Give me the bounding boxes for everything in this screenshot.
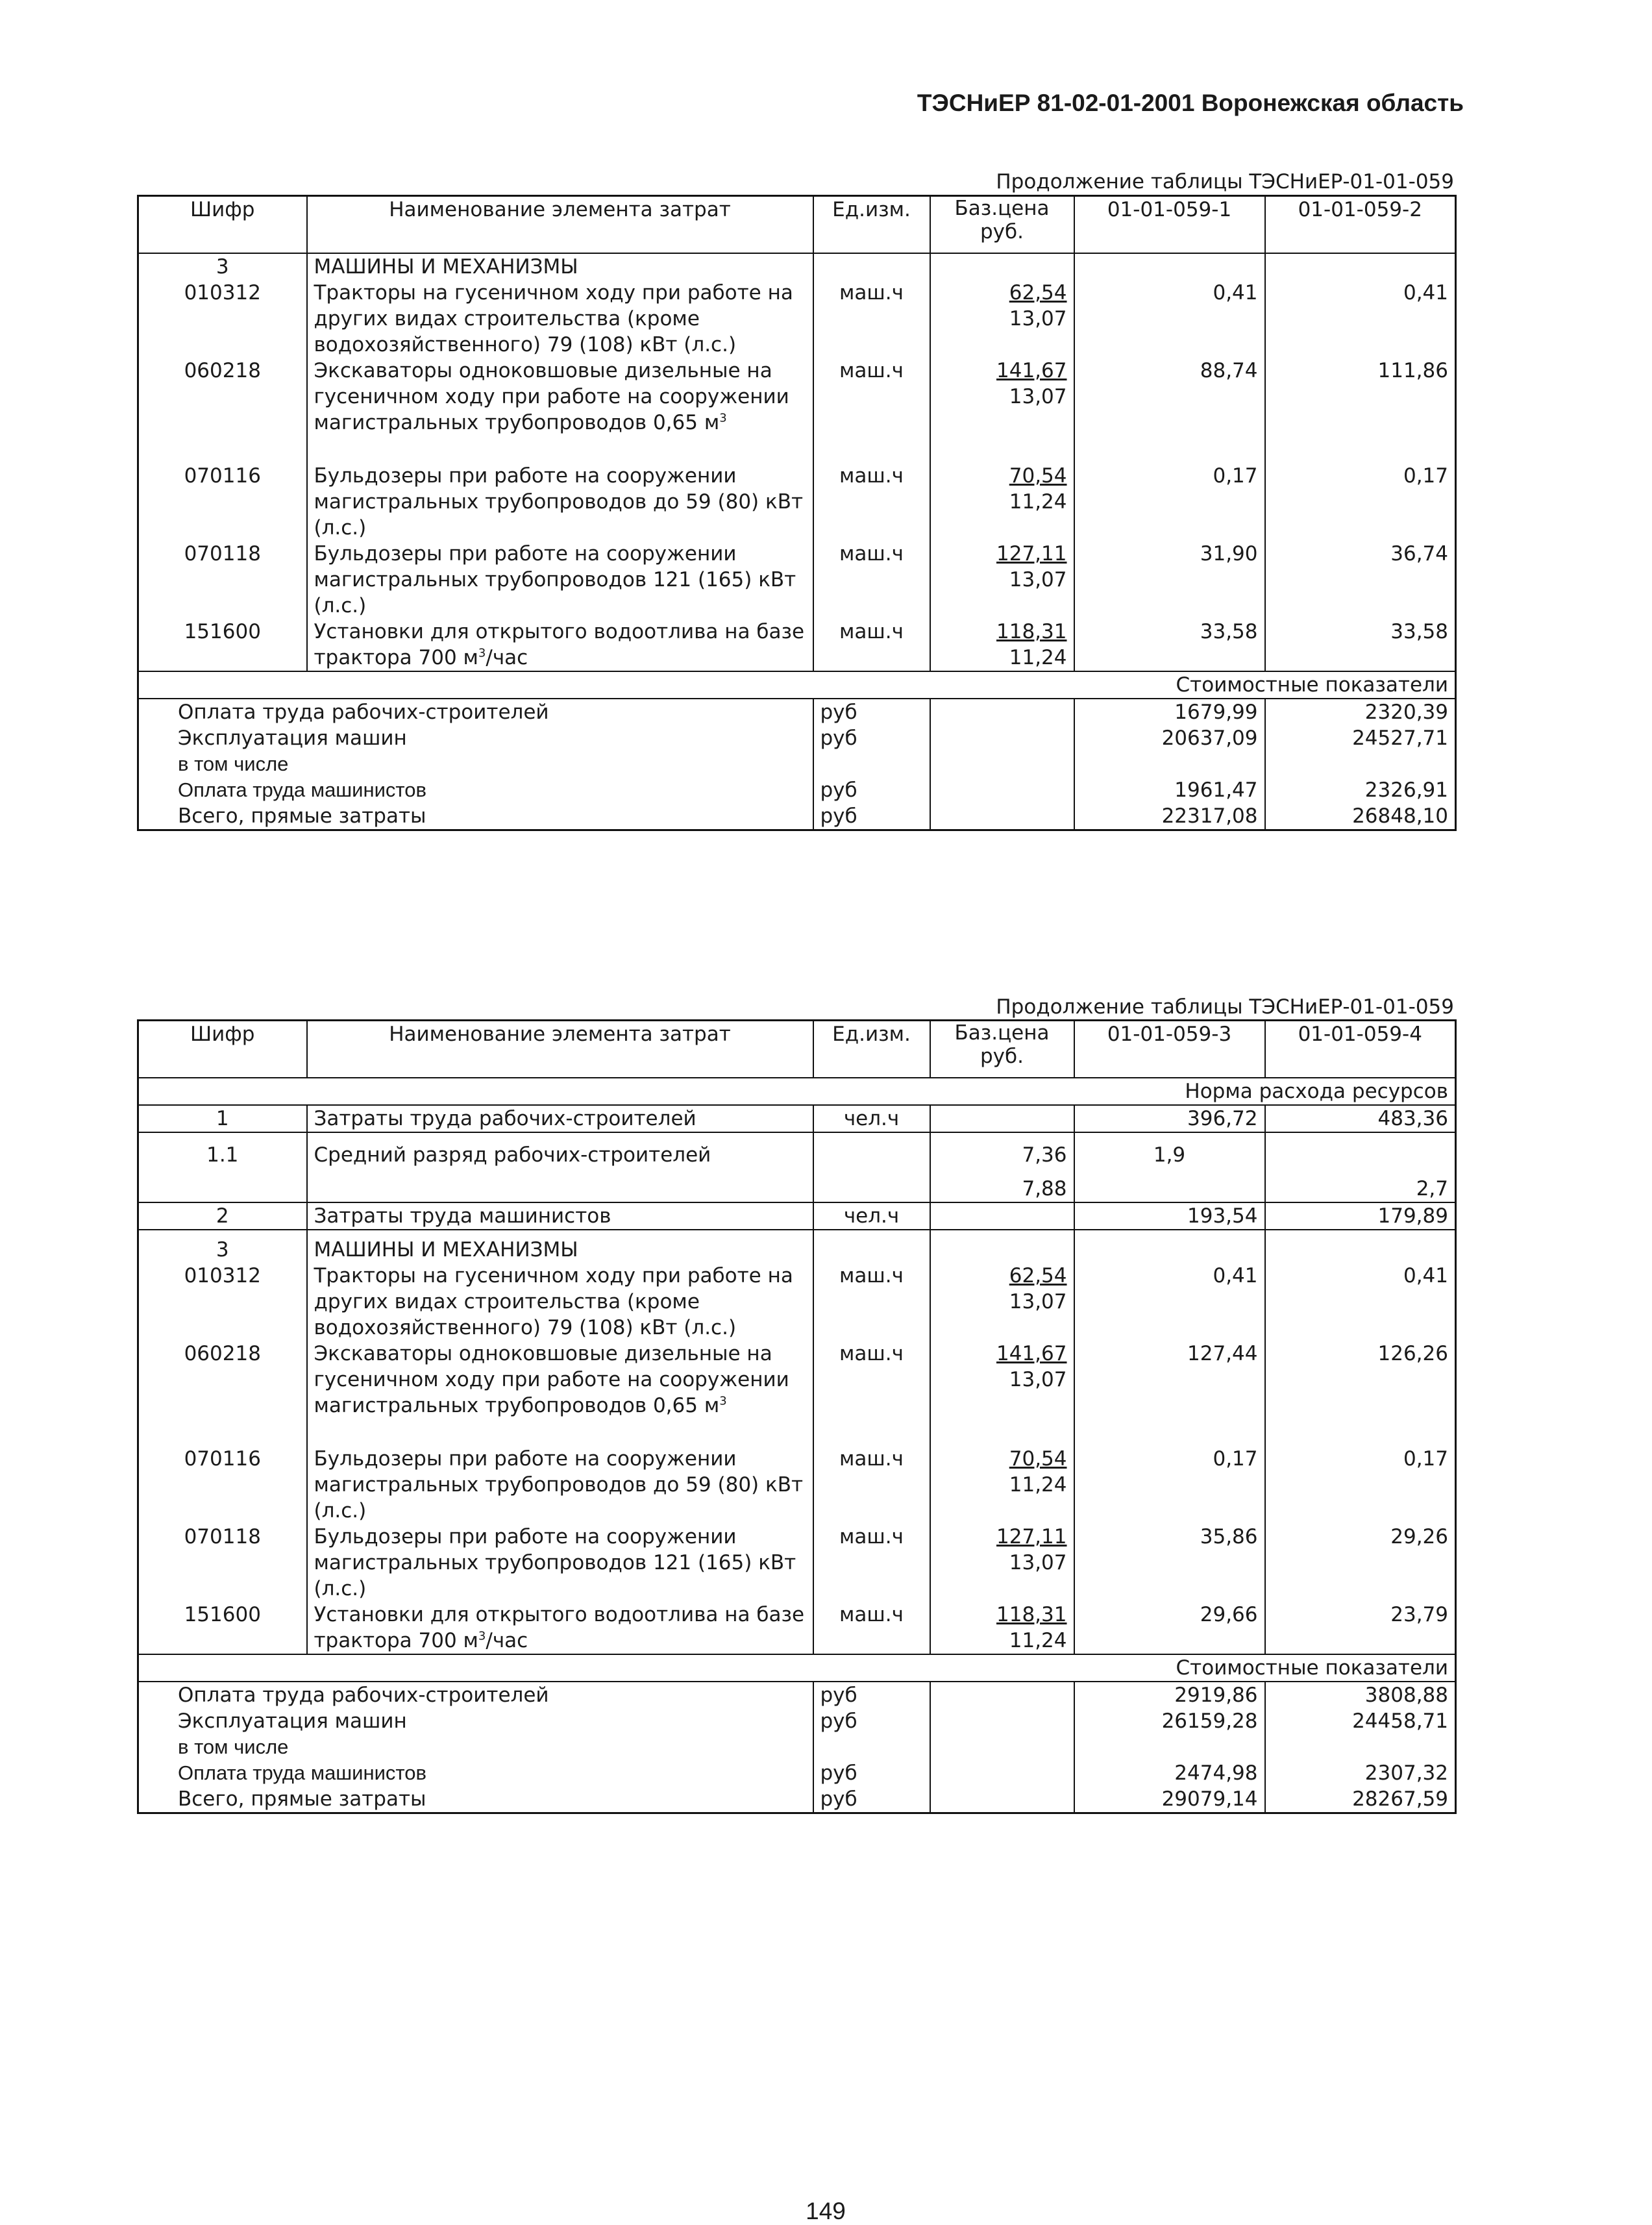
resource-unit: маш.ч xyxy=(813,1524,930,1602)
resource-name-tail: /час xyxy=(486,646,528,669)
summary-row-machines xyxy=(138,1708,1456,1734)
col-header-name: Наименование элемента затрат xyxy=(307,1021,813,1078)
section-code: 3 xyxy=(216,1238,229,1262)
summary-unit: руб xyxy=(813,1760,930,1786)
resource-code: 010312 xyxy=(184,281,261,305)
price-header-line1: Баз.цена xyxy=(954,1021,1050,1045)
summary-v1: 22317,08 xyxy=(1074,803,1265,830)
resource-name: Экскаваторы одноковшовые дизельные на гусеничном ходу при работе на сооружении магистральных трубопроводов 0,65 $м^3$ xyxy=(307,358,813,436)
resource-name-text: Установки для открытого водоотлива на базе трактора 700 м xyxy=(314,620,805,669)
table2-caption: Продолжение таблицы ТЭСНиЕР-01-01-059 xyxy=(996,995,1454,1019)
col-header-variant-3: 01-01-059-3 xyxy=(1074,1021,1265,1078)
summary-label: в том числе xyxy=(178,752,289,775)
col-header-unit: Ед.изм. xyxy=(813,196,930,254)
resource-unit: маш.ч xyxy=(813,1341,930,1419)
resource-v2: 29,26 xyxy=(1265,1524,1456,1602)
resource-v1: 0,41 xyxy=(1074,280,1265,358)
resource-v1: 0,41 xyxy=(1074,1263,1265,1341)
resource-code: 151600 xyxy=(184,1603,261,1626)
table-header-row xyxy=(138,196,1456,254)
table-row xyxy=(138,463,1456,541)
price-value-2: 11,24 xyxy=(1009,1629,1067,1652)
resource-name-text: Экскаваторы одноковшовые дизельные на гусеничном ходу при работе на сооружении магистральных трубопроводов 0,65 м xyxy=(314,359,789,434)
resource-name: Экскаваторы одноковшовые дизельные на гусеничном ходу при работе на сооружении магистральных трубопроводов 0,65 $м^3$ xyxy=(307,1341,813,1419)
resource-code: 060218 xyxy=(184,359,261,382)
summary-row-operators xyxy=(138,1760,1456,1786)
table-row xyxy=(138,280,1456,358)
resource-name: Бульдозеры при работе на сооружении магистральных трубопроводов до 59 (80) кВт (л.с.) xyxy=(307,463,813,541)
estimate-table-2 xyxy=(137,1019,1457,1814)
summary-row-total xyxy=(138,803,1456,830)
price-value: 127,11 xyxy=(996,542,1067,566)
table-row xyxy=(138,1105,1456,1132)
table-row xyxy=(138,1341,1456,1419)
summary-label: Оплата труда машинистов xyxy=(178,778,426,801)
resource-name: Тракторы на гусеничном ходу при работе на других видах строительства (кроме водохозяйственного) 79 (108) кВт (л.с.) xyxy=(307,280,813,358)
table-row xyxy=(138,1132,1456,1168)
resource-unit: маш.ч xyxy=(813,1446,930,1524)
price-value-2: 13,07 xyxy=(1009,568,1067,591)
resource-code: 2 xyxy=(138,1202,307,1230)
price-value-2: 13,07 xyxy=(1009,1551,1067,1574)
summary-row-including xyxy=(138,751,1456,777)
resource-price xyxy=(930,1446,1074,1524)
summary-label: Эксплуатация машин xyxy=(178,1709,407,1733)
price-value: 70,54 xyxy=(1009,464,1067,488)
summary-v1: 20637,09 xyxy=(1074,725,1265,751)
table-row xyxy=(138,619,1456,671)
resource-v2: 33,58 xyxy=(1265,619,1456,671)
summary-v2: 2307,32 xyxy=(1265,1760,1456,1786)
summary-v2: 24527,71 xyxy=(1265,725,1456,751)
summary-unit: руб xyxy=(813,1786,930,1813)
section-title: МАШИНЫ И МЕХАНИЗМЫ xyxy=(307,1230,813,1263)
page-number: 149 xyxy=(806,2198,846,2224)
grade-value-d: 2,7 xyxy=(1265,1168,1456,1202)
summary-row-machines xyxy=(138,725,1456,751)
resource-name: Средний разряд рабочих-строителей xyxy=(307,1132,813,1168)
resource-code: 070116 xyxy=(184,464,261,488)
norm-band-label: Норма расхода ресурсов xyxy=(138,1078,1456,1105)
summary-label: в том числе xyxy=(178,1735,289,1758)
price-value: 62,54 xyxy=(1009,1264,1067,1287)
resource-v2: 126,26 xyxy=(1265,1341,1456,1419)
resource-code: 060218 xyxy=(184,1342,261,1365)
col-header-code: Шифр xyxy=(138,196,307,254)
resource-code: 070118 xyxy=(184,542,261,566)
resource-price xyxy=(930,358,1074,436)
col-header-unit: Ед.изм. xyxy=(813,1021,930,1078)
price-header-line2: руб. xyxy=(980,1045,1024,1068)
resource-v1: 31,90 xyxy=(1074,541,1265,619)
col-header-price xyxy=(930,196,1074,254)
price-header-line1: Баз.цена xyxy=(954,197,1050,220)
table-header-row xyxy=(138,1021,1456,1078)
summary-v2: 24458,71 xyxy=(1265,1708,1456,1734)
price-value: 62,54 xyxy=(1009,281,1067,305)
resource-name: Бульдозеры при работе на сооружении магистральных трубопроводов 121 (165) кВт (л.с.) xyxy=(307,1524,813,1602)
resource-v2: 0,17 xyxy=(1265,463,1456,541)
resource-price xyxy=(930,280,1074,358)
resource-unit: маш.ч xyxy=(813,358,930,436)
summary-label: Эксплуатация машин xyxy=(178,727,407,750)
summary-label: Оплата труда рабочих-строителей xyxy=(178,1684,549,1707)
summary-v1: 1961,47 xyxy=(1074,777,1265,803)
resource-name: Бульдозеры при работе на сооружении магистральных трубопроводов до 59 (80) кВт (л.с.) xyxy=(307,1446,813,1524)
col-header-name: Наименование элемента затрат xyxy=(307,196,813,254)
resource-v2: 36,74 xyxy=(1265,541,1456,619)
resource-v1: 0,17 xyxy=(1074,463,1265,541)
col-header-variant-2: 01-01-059-2 xyxy=(1265,196,1456,254)
resource-price xyxy=(930,1524,1074,1602)
table-row xyxy=(138,1602,1456,1654)
resource-name-text: Установки для открытого водоотлива на базе трактора 700 м xyxy=(314,1603,805,1652)
price-value: 118,31 xyxy=(996,620,1067,643)
cost-band-row xyxy=(138,1654,1456,1682)
resource-price xyxy=(930,1602,1074,1654)
table-row xyxy=(138,541,1456,619)
price-value: 127,11 xyxy=(996,1525,1067,1548)
price-value: 70,54 xyxy=(1009,1447,1067,1471)
resource-unit: маш.ч xyxy=(813,463,930,541)
resource-v2: 23,79 xyxy=(1265,1602,1456,1654)
resource-name: Затраты труда рабочих-строителей xyxy=(307,1105,813,1132)
price-value-2: 11,24 xyxy=(1009,490,1067,514)
col-header-variant-1: 01-01-059-1 xyxy=(1074,196,1265,254)
resource-name: Установки для открытого водоотлива на базе трактора 700 $м^3$/час xyxy=(307,1602,813,1654)
resource-code: 070118 xyxy=(184,1525,261,1548)
resource-v2: 483,36 xyxy=(1265,1105,1456,1132)
table-row xyxy=(138,1446,1456,1524)
table1-caption: Продолжение таблицы ТЭСНиЕР-01-01-059 xyxy=(996,170,1454,193)
resource-code: 070116 xyxy=(184,1447,261,1471)
summary-v1: 26159,28 xyxy=(1074,1708,1265,1734)
price-value-2: 13,07 xyxy=(1009,385,1067,408)
summary-label: Всего, прямые затраты xyxy=(178,1787,426,1811)
resource-unit: чел.ч xyxy=(813,1105,930,1132)
col-header-variant-4: 01-01-059-4 xyxy=(1265,1021,1456,1078)
resource-unit: маш.ч xyxy=(813,1602,930,1654)
resource-code: 1 xyxy=(138,1105,307,1132)
resource-v2: 0,41 xyxy=(1265,1263,1456,1341)
summary-unit: руб xyxy=(813,725,930,751)
summary-label: Оплата труда машинистов xyxy=(178,1761,426,1784)
page-header: ТЭСНиЕР 81-02-01-2001 Воронежская область xyxy=(917,90,1464,116)
summary-v2: 3808,88 xyxy=(1265,1682,1456,1708)
price-header-line2: руб. xyxy=(980,220,1024,243)
summary-unit: руб xyxy=(813,699,930,725)
summary-unit: руб xyxy=(813,1682,930,1708)
summary-v1: 1679,99 xyxy=(1074,699,1265,725)
price-value: 141,67 xyxy=(996,1342,1067,1365)
resource-price xyxy=(930,541,1074,619)
price-value-2: 13,07 xyxy=(1009,1290,1067,1313)
resource-v1: 396,72 xyxy=(1074,1105,1265,1132)
resource-unit: маш.ч xyxy=(813,280,930,358)
resource-name: Тракторы на гусеничном ходу при работе на других видах строительства (кроме водохозяйственного) 79 (108) кВт (л.с.) xyxy=(307,1263,813,1341)
resource-v1: 88,74 xyxy=(1074,358,1265,436)
section-row xyxy=(138,253,1456,280)
price-value: 118,31 xyxy=(996,1603,1067,1626)
resource-price xyxy=(930,463,1074,541)
estimate-table-1 xyxy=(137,195,1457,831)
cost-band-row xyxy=(138,671,1456,699)
section-code: 3 xyxy=(216,255,229,279)
resource-unit: маш.ч xyxy=(813,1263,930,1341)
resource-v1: 193,54 xyxy=(1074,1202,1265,1230)
resource-price xyxy=(930,1263,1074,1341)
resource-v1: 35,86 xyxy=(1074,1524,1265,1602)
summary-row-operators xyxy=(138,777,1456,803)
resource-name: Бульдозеры при работе на сооружении магистральных трубопроводов 121 (165) кВт (л.с.) xyxy=(307,541,813,619)
price-value-2: 11,24 xyxy=(1009,646,1067,669)
table-row xyxy=(138,358,1456,436)
table-row xyxy=(138,1263,1456,1341)
resource-unit: маш.ч xyxy=(813,619,930,671)
resource-name-text: Экскаваторы одноковшовые дизельные на гусеничном ходу при работе на сооружении магистральных трубопроводов 0,65 м xyxy=(314,1342,789,1417)
price-value-2: 11,24 xyxy=(1009,1473,1067,1497)
grade-value-a: 7,36 xyxy=(930,1132,1074,1168)
resource-code: 010312 xyxy=(184,1264,261,1287)
summary-row-total xyxy=(138,1786,1456,1813)
summary-v2: 26848,10 xyxy=(1265,803,1456,830)
summary-v2: 2326,91 xyxy=(1265,777,1456,803)
resource-price xyxy=(930,619,1074,671)
col-header-price xyxy=(930,1021,1074,1078)
resource-name: Затраты труда машинистов xyxy=(307,1202,813,1230)
section-row xyxy=(138,1230,1456,1263)
summary-row-including xyxy=(138,1734,1456,1760)
cost-band-label: Стоимостные показатели xyxy=(138,1654,1456,1682)
col-header-code: Шифр xyxy=(138,1021,307,1078)
resource-name-tail: /час xyxy=(486,1629,528,1652)
summary-v1: 29079,14 xyxy=(1074,1786,1265,1813)
resource-unit: чел.ч xyxy=(813,1202,930,1230)
section-title: МАШИНЫ И МЕХАНИЗМЫ xyxy=(307,253,813,280)
summary-unit: руб xyxy=(813,803,930,830)
resource-v1: 127,44 xyxy=(1074,1341,1265,1419)
resource-v2: 0,17 xyxy=(1265,1446,1456,1524)
resource-v1: 0,17 xyxy=(1074,1446,1265,1524)
resource-unit: маш.ч xyxy=(813,541,930,619)
grade-value-b: 1,9 xyxy=(1074,1132,1265,1168)
summary-v2: 2320,39 xyxy=(1265,699,1456,725)
resource-code: 1.1 xyxy=(206,1143,239,1167)
summary-v1: 2919,86 xyxy=(1074,1682,1265,1708)
summary-v1: 2474,98 xyxy=(1074,1760,1265,1786)
price-value: 141,67 xyxy=(996,359,1067,382)
resource-price xyxy=(930,1341,1074,1419)
norm-band-row xyxy=(138,1078,1456,1105)
resource-v1: 29,66 xyxy=(1074,1602,1265,1654)
table-row xyxy=(138,1524,1456,1602)
summary-unit: руб xyxy=(813,1708,930,1734)
resource-v1: 33,58 xyxy=(1074,619,1265,671)
table-row xyxy=(138,1168,1456,1202)
cost-band-label: Стоимостные показатели xyxy=(138,671,1456,699)
summary-row-labor xyxy=(138,699,1456,725)
resource-v2: 0,41 xyxy=(1265,280,1456,358)
summary-v2: 28267,59 xyxy=(1265,1786,1456,1813)
resource-v2: 179,89 xyxy=(1265,1202,1456,1230)
summary-row-labor xyxy=(138,1682,1456,1708)
table-row xyxy=(138,1202,1456,1230)
summary-label: Оплата труда рабочих-строителей xyxy=(178,701,549,724)
grade-value-c: 7,88 xyxy=(930,1168,1074,1202)
resource-v2: 111,86 xyxy=(1265,358,1456,436)
price-value-2: 13,07 xyxy=(1009,1368,1067,1391)
summary-label: Всего, прямые затраты xyxy=(178,804,426,828)
resource-code: 151600 xyxy=(184,620,261,643)
resource-name: Установки для открытого водоотлива на базе трактора 700 $м^3$/час xyxy=(307,619,813,671)
summary-unit: руб xyxy=(813,777,930,803)
price-value-2: 13,07 xyxy=(1009,307,1067,330)
